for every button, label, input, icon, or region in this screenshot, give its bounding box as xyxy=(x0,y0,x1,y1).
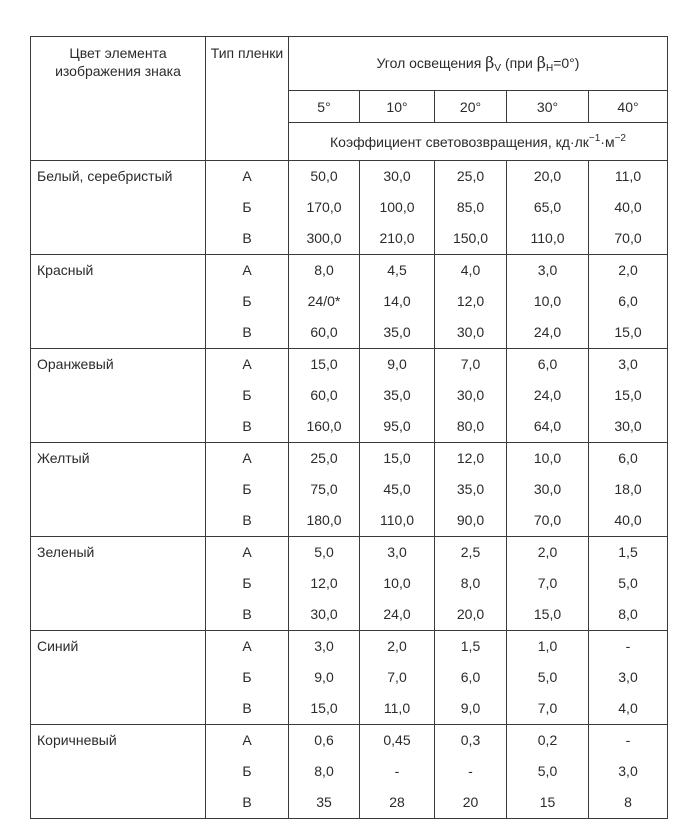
color-name-cell xyxy=(31,161,206,255)
coef-exp1: −1 xyxy=(588,133,601,144)
film-type: В xyxy=(242,230,252,246)
coefficient-value: 15,0 xyxy=(310,356,338,372)
coefficient-value: 100,0 xyxy=(379,199,415,215)
value-cell xyxy=(435,255,507,349)
value-cell xyxy=(507,161,589,255)
header-film-type: Тип пленки xyxy=(206,37,289,161)
coefficient-value: 30,0 xyxy=(383,168,411,184)
table-row xyxy=(31,255,668,349)
coefficient-value: 1,0 xyxy=(537,638,558,654)
value-cell xyxy=(289,349,360,443)
coefficient-value: 1,5 xyxy=(618,544,638,560)
value-cell xyxy=(289,631,360,725)
coefficient-value: 15,0 xyxy=(614,387,642,403)
coefficient-value: 1,5 xyxy=(460,638,481,654)
color-name: Коричневый xyxy=(37,732,117,748)
coefficient-value: 15,0 xyxy=(533,606,562,622)
film-type: Б xyxy=(242,293,252,309)
coefficient-value: 5,0 xyxy=(537,669,558,685)
degree-20: 20° xyxy=(435,91,507,123)
value-cell xyxy=(589,161,668,255)
coef-prefix: Коэффициент световозвращения, кд·лк xyxy=(330,134,589,150)
film-type: Б xyxy=(242,763,252,779)
coefficient-value: 35,0 xyxy=(456,481,485,497)
coefficient-value: 2,0 xyxy=(537,544,558,560)
table-row xyxy=(31,443,668,537)
coefficient-value: - xyxy=(625,732,631,748)
coefficient-value: 4,0 xyxy=(460,262,481,278)
film-type-cell xyxy=(206,537,289,631)
angle-mid: (при xyxy=(504,55,533,71)
coefficient-value: 35 xyxy=(316,794,332,810)
coefficient-value: 24/0* xyxy=(307,293,341,309)
value-cell xyxy=(289,161,360,255)
coefficient-value: 7,0 xyxy=(537,575,558,591)
coefficient-value: 90,0 xyxy=(456,512,485,528)
coefficient-value: 64,0 xyxy=(533,418,562,434)
coefficient-value: 180,0 xyxy=(306,512,342,528)
coefficient-value: 28 xyxy=(389,794,405,810)
value-cell xyxy=(589,631,668,725)
coefficient-value: 6,0 xyxy=(460,669,481,685)
coefficient-value: 5,0 xyxy=(618,575,638,591)
coefficient-value: 7,0 xyxy=(537,700,558,716)
film-type: А xyxy=(242,356,252,372)
film-type: Б xyxy=(242,669,252,685)
value-cell xyxy=(507,725,589,819)
film-type: В xyxy=(242,324,252,340)
color-name: Синий xyxy=(37,638,79,654)
coefficient-value: 70,0 xyxy=(533,512,562,528)
coefficient-value: 5,0 xyxy=(314,544,334,560)
coefficient-value: 8,0 xyxy=(618,606,638,622)
coefficient-value: 3,0 xyxy=(618,669,638,685)
coefficient-value: 15 xyxy=(539,794,556,810)
coefficient-value: 40,0 xyxy=(614,199,642,215)
coefficient-value: 12,0 xyxy=(310,575,338,591)
coefficient-value: 24,0 xyxy=(383,606,411,622)
film-type-cell xyxy=(206,161,289,255)
coefficient-value: 6,0 xyxy=(618,293,638,309)
coefficient-value: 15,0 xyxy=(310,700,338,716)
coefficient-value: 11,0 xyxy=(614,168,642,184)
coefficient-value: 24,0 xyxy=(533,324,562,340)
value-cell xyxy=(435,631,507,725)
coefficient-value: 30,0 xyxy=(614,418,642,434)
color-name: Желтый xyxy=(37,450,90,466)
coefficient-value: 30,0 xyxy=(310,606,338,622)
film-type: А xyxy=(242,450,252,466)
film-type-cell xyxy=(206,255,289,349)
value-cell xyxy=(360,725,435,819)
header-coefficient xyxy=(289,123,668,161)
value-cell xyxy=(507,631,589,725)
film-type-cell xyxy=(206,443,289,537)
degree-40: 40° xyxy=(589,91,668,123)
coefficient-value: 8,0 xyxy=(314,763,334,779)
film-type: В xyxy=(242,794,252,810)
angle-suffix: =0°) xyxy=(553,55,580,71)
coefficient-value: 24,0 xyxy=(533,387,562,403)
header-row-angle xyxy=(31,37,668,91)
film-type-cell xyxy=(206,631,289,725)
value-cell xyxy=(360,631,435,725)
table-row xyxy=(31,631,668,725)
film-type: В xyxy=(242,700,252,716)
coefficient-value: 110,0 xyxy=(530,230,565,246)
coefficient-value: 75,0 xyxy=(310,481,338,497)
value-cell xyxy=(589,255,668,349)
coefficient-value: 8,0 xyxy=(460,575,481,591)
coef-exp2: −2 xyxy=(614,133,626,144)
value-cell xyxy=(507,537,589,631)
coefficient-value: 35,0 xyxy=(383,387,411,403)
coefficient-value: 80,0 xyxy=(456,418,485,434)
film-type: В xyxy=(242,512,252,528)
coefficient-value: 160,0 xyxy=(306,418,342,434)
coefficient-value: 6,0 xyxy=(537,356,558,372)
color-name: Белый, серебристый xyxy=(37,168,173,184)
coefficient-value: 170,0 xyxy=(306,199,342,215)
film-type: А xyxy=(242,168,252,184)
coefficient-value: 4,0 xyxy=(618,700,638,716)
color-name: Оранжевый xyxy=(37,356,114,372)
value-cell xyxy=(507,443,589,537)
coefficient-value: 8,0 xyxy=(314,262,334,278)
value-cell xyxy=(435,161,507,255)
coefficient-value: - xyxy=(625,638,631,654)
coefficient-value: 85,0 xyxy=(456,199,485,215)
coefficient-value: - xyxy=(394,763,400,779)
color-name-cell xyxy=(31,349,206,443)
beta-v-sub: V xyxy=(494,63,502,74)
coefficient-value: 150,0 xyxy=(452,230,489,246)
coefficient-value: 14,0 xyxy=(383,293,411,309)
coefficient-value: 0,6 xyxy=(314,732,334,748)
coefficient-value: 70,0 xyxy=(614,230,642,246)
value-cell xyxy=(435,537,507,631)
value-cell xyxy=(289,443,360,537)
coefficient-value: 15,0 xyxy=(614,324,642,340)
film-type: Б xyxy=(242,387,252,403)
film-type: Б xyxy=(242,575,252,591)
coefficient-value: 20 xyxy=(462,794,479,810)
film-type: В xyxy=(242,606,252,622)
coefficient-value: 3,0 xyxy=(618,356,638,372)
coefficient-value: 0,3 xyxy=(460,732,481,748)
value-cell xyxy=(589,725,668,819)
coefficient-value: 25,0 xyxy=(456,168,485,184)
beta-h-symbol: β xyxy=(536,53,546,72)
coefficient-value: 65,0 xyxy=(533,199,562,215)
value-cell xyxy=(435,725,507,819)
film-type-cell xyxy=(206,725,289,819)
color-name-cell xyxy=(31,631,206,725)
coefficient-value: 9,0 xyxy=(314,669,334,685)
coefficient-value: 35,0 xyxy=(383,324,411,340)
coefficient-value: 3,0 xyxy=(387,544,407,560)
coefficient-value: 10,0 xyxy=(533,450,562,466)
value-cell xyxy=(360,537,435,631)
table-row xyxy=(31,349,668,443)
coefficient-value: 110,0 xyxy=(380,512,414,528)
coefficient-value: 0,45 xyxy=(383,732,411,748)
degree-30: 30° xyxy=(507,91,589,123)
coefficient-value: 3,0 xyxy=(618,763,638,779)
value-cell xyxy=(589,349,668,443)
coefficient-value: 7,0 xyxy=(460,356,481,372)
coefficient-value: 3,0 xyxy=(314,638,334,654)
color-name-cell xyxy=(31,725,206,819)
coefficient-value: 300,0 xyxy=(306,230,342,246)
coefficient-value: 4,5 xyxy=(387,262,407,278)
value-cell xyxy=(360,161,435,255)
beta-v-symbol: β xyxy=(485,53,495,72)
header-color: Цвет элемента изображения знака xyxy=(31,37,206,161)
film-type: А xyxy=(242,262,252,278)
coefficient-value: 10,0 xyxy=(533,293,562,309)
color-name-cell xyxy=(31,443,206,537)
coefficient-value: 60,0 xyxy=(310,324,338,340)
coefficient-value: 40,0 xyxy=(614,512,642,528)
coefficient-value: 95,0 xyxy=(383,418,411,434)
coefficient-value: 2,0 xyxy=(387,638,407,654)
value-cell xyxy=(289,537,360,631)
value-cell xyxy=(589,537,668,631)
value-cell xyxy=(589,443,668,537)
coefficient-value: 6,0 xyxy=(618,450,638,466)
coefficient-value: 20,0 xyxy=(533,168,562,184)
coefficient-value: 3,0 xyxy=(537,262,558,278)
coefficient-value: 60,0 xyxy=(310,387,338,403)
value-cell xyxy=(289,255,360,349)
coefficient-value: 18,0 xyxy=(614,481,642,497)
film-type: А xyxy=(242,544,252,560)
coefficient-value: 11,0 xyxy=(383,700,411,716)
color-name-cell xyxy=(31,255,206,349)
film-type: Б xyxy=(242,481,252,497)
table-row xyxy=(31,161,668,255)
table-row xyxy=(31,725,668,819)
coefficient-value: 2,5 xyxy=(460,544,481,560)
color-name-cell xyxy=(31,537,206,631)
value-cell xyxy=(360,443,435,537)
value-cell xyxy=(507,255,589,349)
degree-5: 5° xyxy=(289,91,360,123)
coefficient-value: 210,0 xyxy=(379,230,415,246)
angle-prefix: Угол освещения xyxy=(376,55,482,71)
coefficient-value: 30,0 xyxy=(533,481,562,497)
coefficient-value: 50,0 xyxy=(310,168,338,184)
coefficient-value: 15,0 xyxy=(383,450,411,466)
coefficient-value: 30,0 xyxy=(456,324,485,340)
coefficient-value: 2,0 xyxy=(618,262,638,278)
coefficient-value: 7,0 xyxy=(387,669,407,685)
coefficient-value: 12,0 xyxy=(456,450,485,466)
film-type: А xyxy=(242,638,252,654)
coefficient-value: 30,0 xyxy=(456,387,485,403)
film-type-cell xyxy=(206,349,289,443)
value-cell xyxy=(435,349,507,443)
retroreflection-table xyxy=(30,36,668,819)
coefficient-value: 9,0 xyxy=(387,356,407,372)
value-cell xyxy=(289,725,360,819)
value-cell xyxy=(507,349,589,443)
beta-h-sub: H xyxy=(545,63,554,74)
coefficient-value: 12,0 xyxy=(456,293,485,309)
coefficient-value: 5,0 xyxy=(537,763,558,779)
coefficient-value: 10,0 xyxy=(383,575,411,591)
color-name: Зеленый xyxy=(37,544,95,560)
value-cell xyxy=(435,443,507,537)
value-cell xyxy=(360,255,435,349)
coefficient-value: 20,0 xyxy=(456,606,485,622)
coefficient-value: - xyxy=(468,763,473,779)
coefficient-value: 25,0 xyxy=(310,450,338,466)
coefficient-value: 9,0 xyxy=(460,700,481,716)
coefficient-value: 45,0 xyxy=(383,481,411,497)
coefficient-value: 0,2 xyxy=(537,732,558,748)
film-type: Б xyxy=(242,199,252,215)
color-name: Красный xyxy=(37,262,94,278)
coef-mid: ·м xyxy=(600,134,615,150)
film-type: А xyxy=(242,732,252,748)
film-type: В xyxy=(242,418,252,434)
coefficient-value: 8 xyxy=(624,794,632,810)
header-angle xyxy=(289,37,668,91)
table-row xyxy=(31,537,668,631)
value-cell xyxy=(360,349,435,443)
degree-10: 10° xyxy=(360,91,435,123)
